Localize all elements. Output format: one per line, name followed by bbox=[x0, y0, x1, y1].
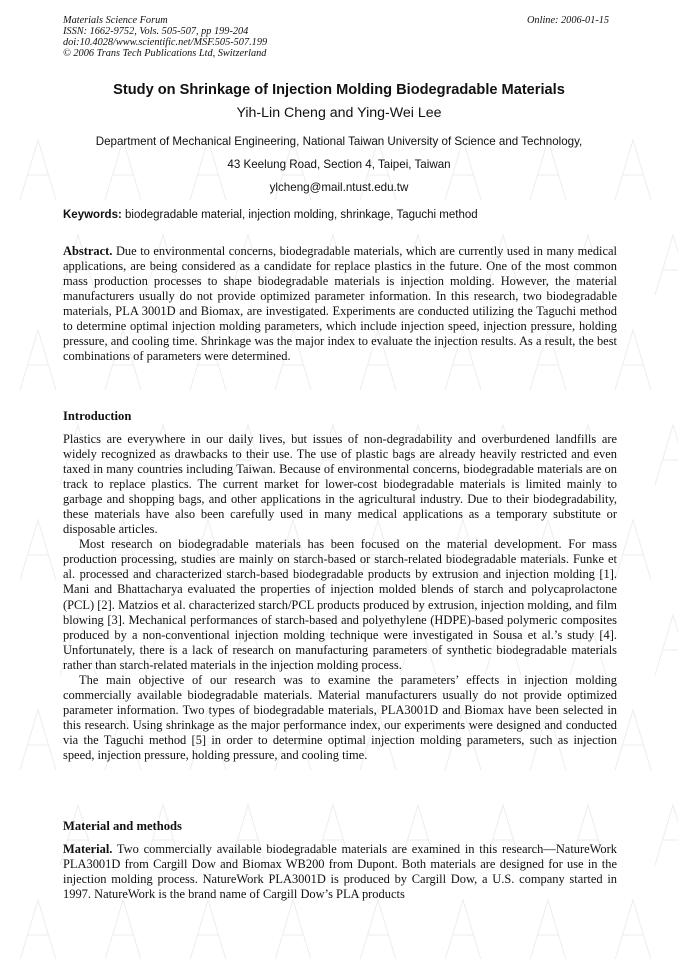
methods-body bbox=[63, 842, 617, 902]
author-email[interactable]: ylcheng@mail.ntust.edu.tw bbox=[269, 181, 409, 194]
keywords bbox=[63, 208, 618, 223]
intro-paragraph-3: The main objective of our research was to examine the parameters’ effects in injection molding commercially available biodegradable materials. Material manufacturers usually do not provide optimized parameter information. Two types of biodegradable materials, PLA3001D and Biomax have been selected in this research. Using shrinkage as the major performance index, our experiments were designed and conducted via the Taguchi method [5] in order to determine optimal injection molding parameters, such as injection speed, injection pressure, holding pressure, and cooling time. bbox=[63, 672, 617, 762]
journal-header bbox=[63, 15, 267, 59]
abstract-text: Due to environmental concerns, biodegradable materials, which are currently used in many medical applications, are being considered as a candidate for replace plastics in the future. One of the most common mass production processes to shape biodegradable materials is injection molding. However, the material manufacturers usually do not provide optimized parameter information. In this research, two biodegradable materials, PLA 3001D and Biomax, are investigated. Experiments are conducted utilizing the Taguchi method to determine optimal injection molding parameters, which include injection speed, injection pressure, holding pressure, and cooling time. Shrinkage was the major index to evaluate the injection results. As a result, the best combinations of parameters were determined. bbox=[63, 244, 617, 364]
keywords-label: Keywords: bbox=[63, 209, 122, 221]
methods-heading: Material and methods bbox=[63, 819, 182, 833]
paper-authors: Yih-Lin Cheng and Ying-Wei Lee bbox=[236, 105, 442, 121]
material-label: Material. bbox=[63, 842, 113, 856]
online-date: Online: 2006-01-15 bbox=[527, 15, 610, 26]
abstract-label: Abstract. bbox=[63, 244, 113, 258]
abstract bbox=[63, 244, 617, 364]
affiliation-address: 43 Keelung Road, Section 4, Taipei, Taiwan bbox=[227, 158, 451, 171]
material-text: Two commercially available biodegradable materials are examined in this research—NatureWork PLA3001D from Cargill Dow and Biomax WB200 from Dupont. Both materials are designed for use in the injection molding process. NatureWork PLA3001D is produced by Cargill Dow, a U.S. company started in 1997. NatureWork is the brand name of Cargill Dow’s PLA products bbox=[63, 842, 617, 902]
issn-line: ISSN: 1662-9752, Vols. 505-507, pp 199-204 bbox=[63, 26, 249, 37]
affiliation bbox=[30, 130, 648, 199]
intro-paragraph-1: Plastics are everywhere in our daily lives, but issues of non-degradability and overburdened landfills are widely recognized as drawbacks to their use. The use of plastic bags are already heavily restricted and even taxed in many countries including Taiwan. Because of environmental concerns, biodegradable materials are on track to replace plastics. The current market for lower-cost biodegradable materials is limited mainly to garbage and shopping bags, and other applications in the agricultural industry. Due to their biodegradability, these materials have also been carefully used in many medical applications as a temporary substitute or disposable articles. bbox=[63, 432, 617, 537]
paper-title: Study on Shrinkage of Injection Molding Biodegradable Materials bbox=[113, 82, 565, 98]
introduction-heading: Introduction bbox=[63, 409, 132, 423]
keywords-text: biodegradable material, injection molding, shrinkage, Taguchi method bbox=[121, 209, 478, 221]
journal-name: Materials Science Forum bbox=[63, 15, 168, 26]
copyright-line: © 2006 Trans Tech Publications Ltd, Switzerland bbox=[63, 48, 267, 59]
introduction-body bbox=[63, 432, 617, 763]
doi-line: doi:10.4028/www.scientific.net/MSF.505-507.199 bbox=[63, 37, 268, 48]
affiliation-department: Department of Mechanical Engineering, National Taiwan University of Science and Technology, bbox=[95, 135, 583, 148]
intro-paragraph-2: Most research on biodegradable materials has been focused on the material development. For mass production processing, studies are mainly on starch-based or starch-related biodegradable materials. Funke et al. processed and characterized starch-based biodegradable products by extrusion and injection molding [1]. Mani and Bhattacharya evaluated the properties of injection molded blends of starch and polycaprolactone (PCL) [2]. Matzios et al. characterized starch/PCL products produced by extrusion, injection molding, and film blowing [3]. Mechanical performances of starch-based and polyethylene (HDPE)-based polymeric composites produced by a non-conventional injection molding technique were investigated in Sousa et al.’s study [4]. Unfortunately, there is a lack of research on manufacturing parameters of synthetic biodegradable materials rather than starch-related materials in the injection molding process. bbox=[63, 537, 617, 672]
